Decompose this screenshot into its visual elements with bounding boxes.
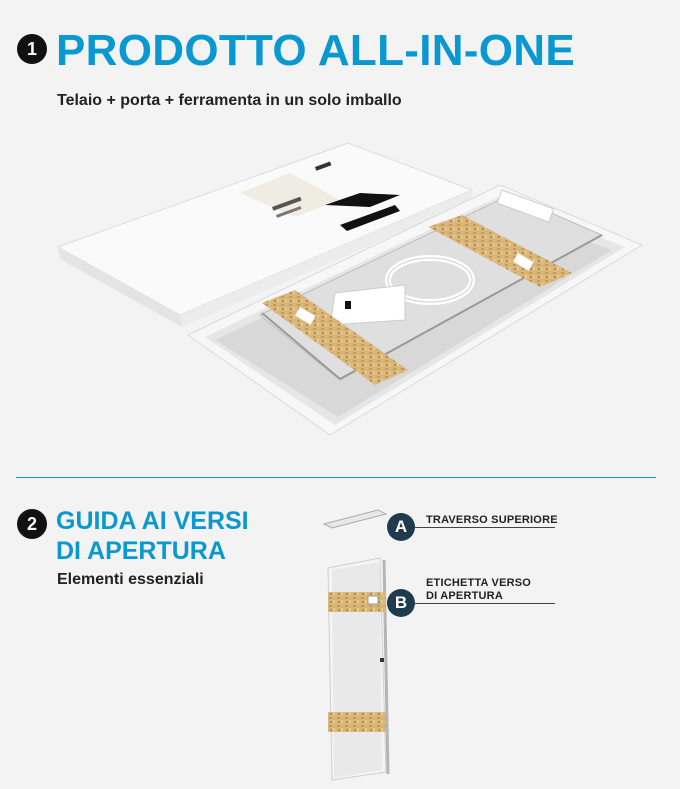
opening-label xyxy=(368,596,378,604)
callout-b-badge: B xyxy=(387,589,415,617)
all-in-one-package-illustration xyxy=(40,135,660,440)
section-2-number-badge: 2 xyxy=(17,509,47,539)
section-2-title-line-2: DI APERTURA xyxy=(56,537,226,565)
osb-strip-bottom xyxy=(328,712,386,732)
section-1-title: PRODOTTO ALL-IN-ONE xyxy=(56,26,576,75)
callout-a-badge: A xyxy=(387,513,415,541)
callout-b-label-line-2: DI APERTURA xyxy=(426,590,503,602)
section-2-subtitle: Elementi essenziali xyxy=(57,571,204,588)
callout-a-line xyxy=(415,527,555,528)
callout-b-label xyxy=(426,577,556,603)
section-divider xyxy=(16,477,656,478)
section-2-title xyxy=(56,506,249,566)
top-crossbar xyxy=(324,510,386,528)
door-illustration xyxy=(320,508,400,788)
callout-b-label-line-1: ETICHETTA VERSO xyxy=(426,577,532,589)
section-2-title-line-1: GUIDA AI VERSI xyxy=(56,507,249,535)
callout-b-line xyxy=(415,603,555,604)
callout-a-label: TRAVERSO SUPERIORE xyxy=(426,514,558,526)
section-1-subtitle: Telaio + porta + ferramenta in un solo imballo xyxy=(57,92,402,109)
section-1-number-badge: 1 xyxy=(17,34,47,64)
